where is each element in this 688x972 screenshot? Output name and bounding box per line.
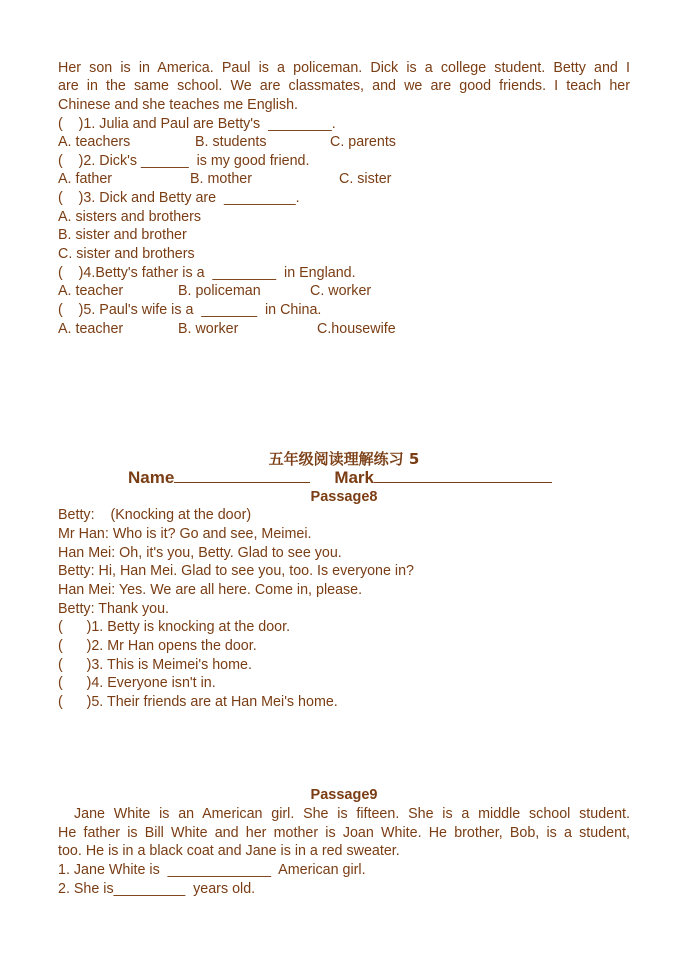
paragraph-line: are in the same school. We are classmates, and we are good friends. I teach her — [58, 78, 630, 94]
question-stem: ( )5. Paul's wife is a _______ in China. — [58, 302, 322, 318]
dialogue-line: Betty: Thank you. — [58, 601, 169, 617]
question-line: ( )4. Everyone isn't in. — [58, 675, 216, 691]
option-c: C. worker — [310, 283, 372, 299]
question-line: ( )3. This is Meimei's home. — [58, 657, 252, 673]
option-b: B. students — [195, 134, 267, 150]
option-c: C. sister — [339, 171, 392, 187]
dialogue-line: Han Mei: Yes. We are all here. Come in, please. — [58, 582, 363, 598]
paragraph-line: Jane White is an American girl. She is fifteen. She is a middle school student. — [74, 806, 630, 822]
mark-label: Mark — [334, 468, 374, 487]
question-line: 1. Jane White is _____________ American girl. — [58, 862, 366, 878]
question-stem: ( )3. Dick and Betty are _________. — [58, 190, 300, 206]
dialogue-line: Han Mei: Oh, it's you, Betty. Glad to see you. — [58, 545, 342, 561]
paragraph-line: Chinese and she teaches me English. — [58, 97, 299, 113]
option-a: A. sisters and brothers — [58, 209, 202, 225]
question-line: ( )1. Betty is knocking at the door. — [58, 619, 291, 635]
dialogue-line: Betty: Hi, Han Mei. Glad to see you, too. Is everyone in? — [58, 563, 415, 579]
option-b: B. policeman — [178, 283, 261, 299]
passage-heading: Passage8 — [310, 489, 378, 505]
option-b: B. mother — [190, 171, 252, 187]
name-mark-row — [128, 466, 552, 488]
mark-blank[interactable] — [374, 466, 552, 483]
option-a: A. teachers — [58, 134, 131, 150]
question-stem: ( )1. Julia and Paul are Betty's ________. — [58, 116, 336, 132]
option-a: A. teacher — [58, 321, 124, 337]
option-a: A. teacher — [58, 283, 124, 299]
option-c: C.housewife — [317, 321, 396, 337]
option-b: B. sister and brother — [58, 227, 187, 243]
question-stem: ( )2. Dick's ______ is my good friend. — [58, 153, 310, 169]
dialogue-line: Mr Han: Who is it? Go and see, Meimei. — [58, 526, 312, 542]
option-a: A. father — [58, 171, 113, 187]
question-line: 2. She is_________ years old. — [58, 881, 256, 897]
question-line: ( )2. Mr Han opens the door. — [58, 638, 257, 654]
paragraph-line: too. He is in a black coat and Jane is in a red sweater. — [58, 843, 400, 859]
worksheet-title: 五年级阅读理解练习 5 — [268, 450, 420, 468]
option-b: B. worker — [178, 321, 239, 337]
paragraph-line: Her son is in America. Paul is a policeman. Dick is a college student. Betty and I — [58, 60, 630, 76]
name-blank[interactable] — [174, 466, 310, 483]
option-c: C. parents — [330, 134, 396, 150]
option-c: C. sister and brothers — [58, 246, 195, 262]
passage-heading: Passage9 — [310, 787, 378, 803]
question-stem: ( )4.Betty's father is a ________ in England. — [58, 265, 356, 281]
paragraph-line: He father is Bill White and her mother is Joan White. He brother, Bob, is a student, — [58, 825, 630, 841]
name-label: Name — [128, 468, 175, 487]
question-line: ( )5. Their friends are at Han Mei's home. — [58, 694, 338, 710]
dialogue-line: Betty: (Knocking at the door) — [58, 507, 252, 523]
